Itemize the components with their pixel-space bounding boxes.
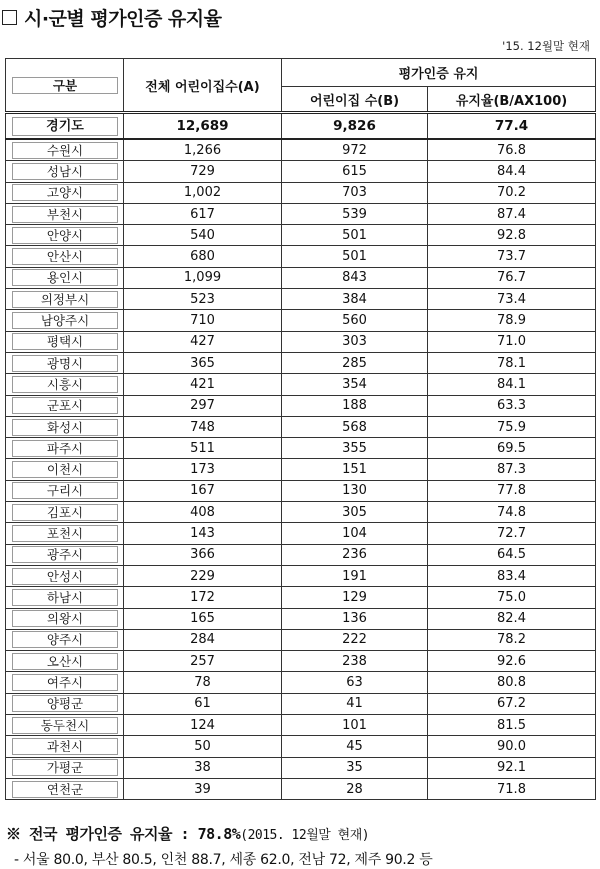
row-certified: 63 (282, 672, 428, 693)
total-row (6, 113, 596, 140)
table-row (6, 587, 596, 608)
table-row (6, 715, 596, 736)
row-rate: 81.5 (428, 715, 596, 736)
total-rate: 77.4 (428, 113, 596, 140)
row-total: 173 (124, 459, 282, 480)
table-row (6, 310, 596, 331)
row-total: 297 (124, 395, 282, 416)
table-row (6, 757, 596, 778)
row-rate: 71.8 (428, 778, 596, 799)
row-rate: 64.5 (428, 544, 596, 565)
row-region: 의정부시 (6, 289, 124, 310)
row-region: 포천시 (6, 523, 124, 544)
row-rate: 76.7 (428, 267, 596, 288)
row-total: 1,002 (124, 182, 282, 203)
row-region: 양평군 (6, 693, 124, 714)
table-row (6, 225, 596, 246)
table-row (6, 565, 596, 586)
row-total: 165 (124, 608, 282, 629)
row-total: 523 (124, 289, 282, 310)
row-total: 748 (124, 416, 282, 437)
row-total: 729 (124, 161, 282, 182)
row-rate: 73.7 (428, 246, 596, 267)
row-total: 143 (124, 523, 282, 544)
table-row (6, 438, 596, 459)
row-region: 남양주시 (6, 310, 124, 331)
row-certified: 843 (282, 267, 428, 288)
row-certified: 101 (282, 715, 428, 736)
row-total: 366 (124, 544, 282, 565)
row-rate: 76.8 (428, 139, 596, 161)
row-rate: 75.0 (428, 587, 596, 608)
table-row (6, 289, 596, 310)
table-header (6, 59, 596, 113)
row-rate: 84.4 (428, 161, 596, 182)
row-certified: 384 (282, 289, 428, 310)
row-region: 파주시 (6, 438, 124, 459)
row-rate: 70.2 (428, 182, 596, 203)
row-certified: 35 (282, 757, 428, 778)
row-rate: 78.2 (428, 629, 596, 650)
row-certified: 129 (282, 587, 428, 608)
row-region: 의왕시 (6, 608, 124, 629)
row-total: 427 (124, 331, 282, 352)
row-certified: 136 (282, 608, 428, 629)
row-certified: 236 (282, 544, 428, 565)
row-rate: 72.7 (428, 523, 596, 544)
row-certified: 354 (282, 374, 428, 395)
row-region: 양주시 (6, 629, 124, 650)
row-region: 부천시 (6, 203, 124, 224)
row-certified: 188 (282, 395, 428, 416)
row-total: 78 (124, 672, 282, 693)
row-certified: 28 (282, 778, 428, 799)
row-total: 61 (124, 693, 282, 714)
table-row (6, 502, 596, 523)
table-row (6, 331, 596, 352)
row-certified: 539 (282, 203, 428, 224)
row-region: 하남시 (6, 587, 124, 608)
row-certified: 41 (282, 693, 428, 714)
row-certified: 972 (282, 139, 428, 161)
row-region: 과천시 (6, 736, 124, 757)
row-region: 용인시 (6, 267, 124, 288)
table-row (6, 672, 596, 693)
header-total-centers: 전체 어린이집수(A) (124, 59, 282, 113)
row-certified: 191 (282, 565, 428, 586)
table-row (6, 352, 596, 373)
row-total: 229 (124, 565, 282, 586)
row-rate: 74.8 (428, 502, 596, 523)
row-total: 617 (124, 203, 282, 224)
row-region: 화성시 (6, 416, 124, 437)
row-region: 동두천시 (6, 715, 124, 736)
row-rate: 67.2 (428, 693, 596, 714)
row-region: 이천시 (6, 459, 124, 480)
row-rate: 77.8 (428, 480, 596, 501)
row-total: 39 (124, 778, 282, 799)
row-region: 광주시 (6, 544, 124, 565)
row-region: 시흥시 (6, 374, 124, 395)
row-certified: 560 (282, 310, 428, 331)
table-row (6, 459, 596, 480)
row-region: 오산시 (6, 651, 124, 672)
row-total: 710 (124, 310, 282, 331)
table-row (6, 139, 596, 161)
header-rate: 유지율(B/AX100) (428, 87, 596, 113)
table-row (6, 544, 596, 565)
row-region: 군포시 (6, 395, 124, 416)
table-row (6, 778, 596, 799)
row-region: 수원시 (6, 139, 124, 161)
row-region: 여주시 (6, 672, 124, 693)
table-row (6, 480, 596, 501)
table-body (6, 113, 596, 800)
footnote-detail: - 서울 80.0, 부산 80.5, 인천 88.7, 세종 62.0, 전남 72, 제주 90.2 등 (14, 852, 433, 868)
row-rate: 71.0 (428, 331, 596, 352)
row-region: 성남시 (6, 161, 124, 182)
row-certified: 703 (282, 182, 428, 203)
row-total: 124 (124, 715, 282, 736)
row-rate: 63.3 (428, 395, 596, 416)
row-total: 365 (124, 352, 282, 373)
row-rate: 73.4 (428, 289, 596, 310)
row-rate: 92.1 (428, 757, 596, 778)
row-total: 680 (124, 246, 282, 267)
retention-table (5, 58, 596, 800)
row-total: 408 (124, 502, 282, 523)
row-region: 안산시 (6, 246, 124, 267)
row-certified: 501 (282, 246, 428, 267)
row-certified: 303 (282, 331, 428, 352)
row-region: 안양시 (6, 225, 124, 246)
row-certified: 222 (282, 629, 428, 650)
row-rate: 87.4 (428, 203, 596, 224)
table-row (6, 182, 596, 203)
header-category: 구분 (6, 59, 124, 113)
table-row (6, 693, 596, 714)
table-row (6, 629, 596, 650)
row-total: 540 (124, 225, 282, 246)
total-region: 경기도 (6, 113, 124, 140)
row-certified: 238 (282, 651, 428, 672)
row-rate: 92.8 (428, 225, 596, 246)
title-text: 시·군별 평가인증 유지율 (24, 8, 222, 30)
table-row (6, 395, 596, 416)
table-row (6, 161, 596, 182)
row-region: 고양시 (6, 182, 124, 203)
checkbox-square-icon (2, 10, 17, 25)
header-group: 평가인증 유지 (282, 59, 596, 87)
row-total: 257 (124, 651, 282, 672)
row-certified: 151 (282, 459, 428, 480)
date-note: '15. 12월말 현재 (502, 39, 590, 53)
row-region: 구리시 (6, 480, 124, 501)
row-certified: 130 (282, 480, 428, 501)
row-rate: 75.9 (428, 416, 596, 437)
row-total: 50 (124, 736, 282, 757)
row-rate: 84.1 (428, 374, 596, 395)
total-certified: 9,826 (282, 113, 428, 140)
row-total: 1,099 (124, 267, 282, 288)
row-region: 광명시 (6, 352, 124, 373)
row-total: 284 (124, 629, 282, 650)
table-row (6, 416, 596, 437)
row-certified: 305 (282, 502, 428, 523)
row-region: 연천군 (6, 778, 124, 799)
table-row (6, 267, 596, 288)
table-row (6, 651, 596, 672)
row-total: 511 (124, 438, 282, 459)
row-rate: 90.0 (428, 736, 596, 757)
table-row (6, 523, 596, 544)
row-total: 38 (124, 757, 282, 778)
header-certified: 어린이집 수(B) (282, 87, 428, 113)
row-region: 가평군 (6, 757, 124, 778)
row-rate: 92.6 (428, 651, 596, 672)
row-rate: 82.4 (428, 608, 596, 629)
row-total: 172 (124, 587, 282, 608)
row-rate: 87.3 (428, 459, 596, 480)
row-total: 167 (124, 480, 282, 501)
row-region: 안성시 (6, 565, 124, 586)
table-row (6, 203, 596, 224)
table-row (6, 246, 596, 267)
row-total: 421 (124, 374, 282, 395)
row-region: 김포시 (6, 502, 124, 523)
table-row (6, 608, 596, 629)
table-row (6, 374, 596, 395)
row-certified: 45 (282, 736, 428, 757)
total-centers: 12,689 (124, 113, 282, 140)
row-rate: 78.9 (428, 310, 596, 331)
row-certified: 568 (282, 416, 428, 437)
row-rate: 80.8 (428, 672, 596, 693)
row-region: 평택시 (6, 331, 124, 352)
row-total: 1,266 (124, 139, 282, 161)
row-certified: 285 (282, 352, 428, 373)
footnote-main: ※ 전국 평가인증 유지율 : 78.8%(2015. 12월말 현재) (6, 825, 370, 843)
row-certified: 501 (282, 225, 428, 246)
page-title (2, 4, 222, 31)
row-rate: 69.5 (428, 438, 596, 459)
row-rate: 78.1 (428, 352, 596, 373)
row-certified: 104 (282, 523, 428, 544)
row-rate: 83.4 (428, 565, 596, 586)
table-row (6, 736, 596, 757)
row-certified: 355 (282, 438, 428, 459)
row-certified: 615 (282, 161, 428, 182)
